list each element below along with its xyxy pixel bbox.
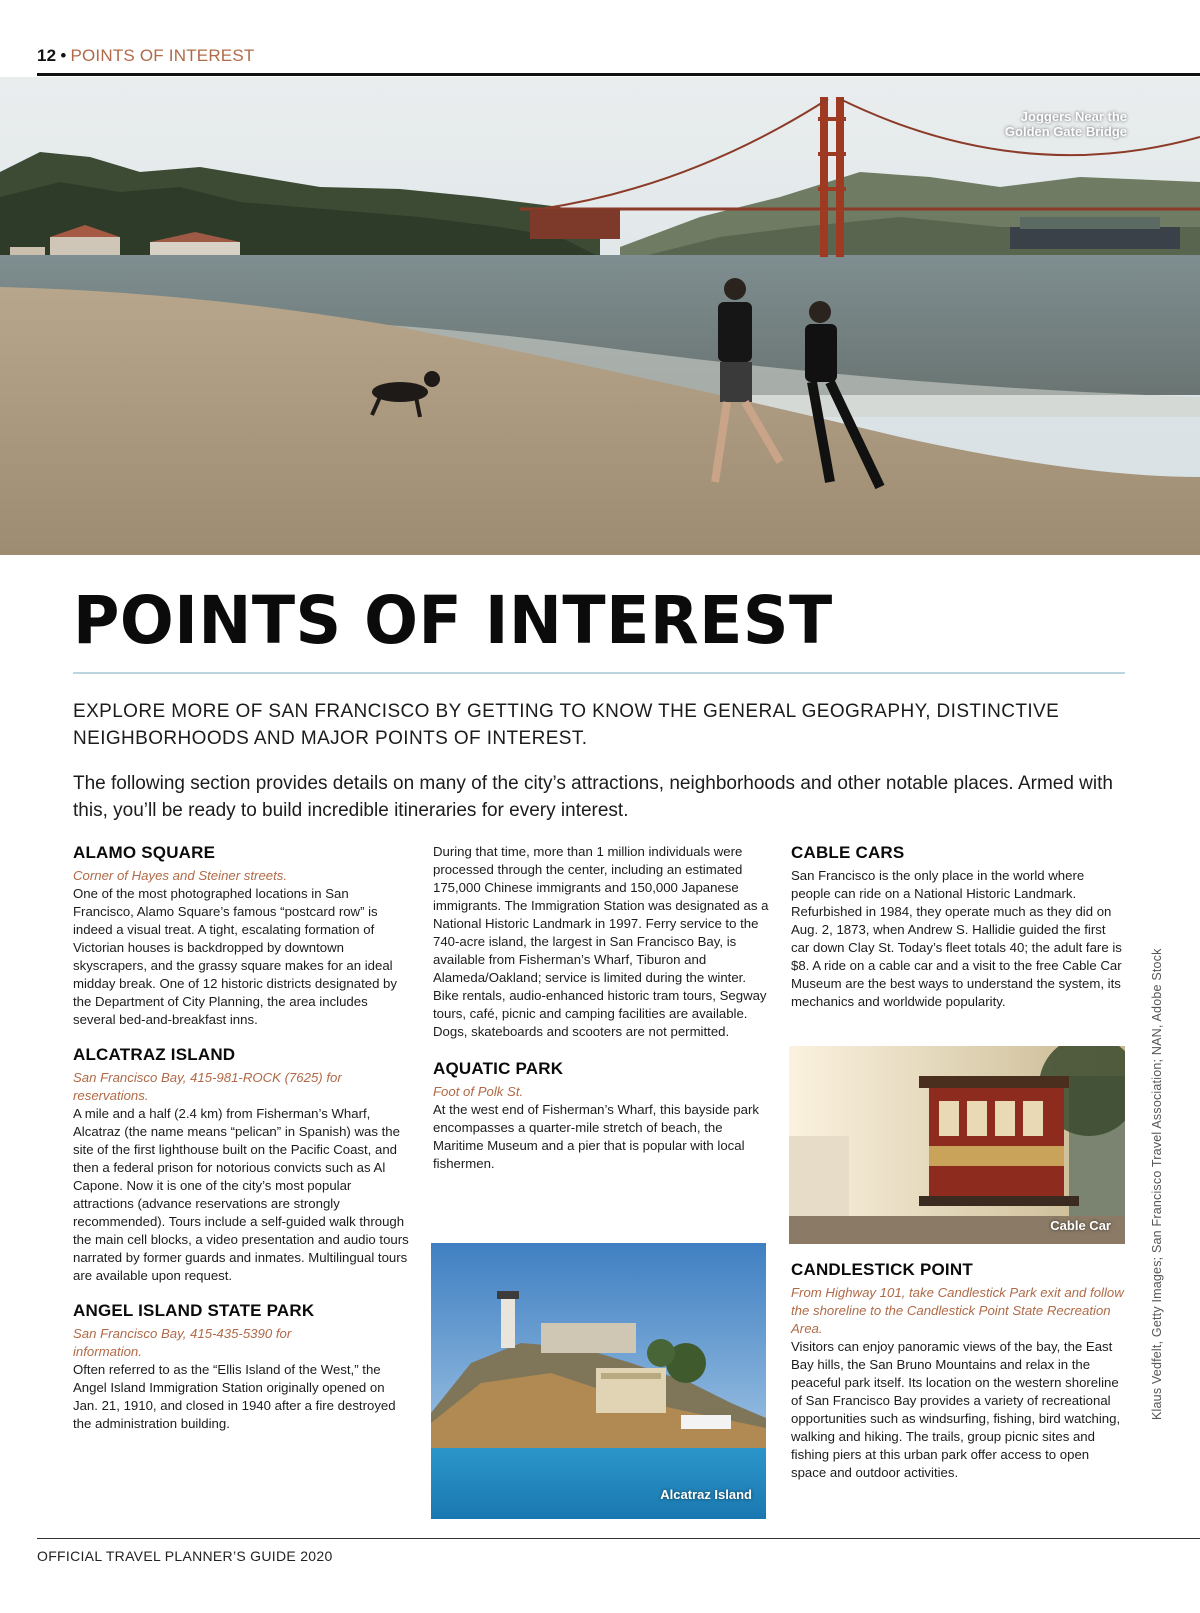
- cable-car-caption: Cable Car: [1050, 1218, 1111, 1233]
- column-2: [433, 843, 769, 1189]
- heading-alamo-square: ALAMO SQUARE: [73, 843, 216, 862]
- body-cable-cars: San Francisco is the only place in the world where people can ride on a National Historic Landmark. Refurbished in 1984, they operate much as they did on Aug. 2, 1873, when Andrew S. Hallidie guided the first car down Clay St. Today’s fleet totals 40; the adult fare is $8. A ride on a cable car and a visit to the free Cable Car Museum are the best ways to understand the system, its mechanics and worldwide popularity.: [791, 868, 1122, 1009]
- entry-alcatraz-island: [73, 1045, 409, 1285]
- header-rule: [37, 73, 1200, 76]
- header-separator: •: [60, 46, 67, 65]
- cable-car-illustration: [789, 1046, 1125, 1244]
- intro-text: The following section provides details on many of the city’s attractions, neighborhoods and other notable places. Armed with this, you’ll be ready to build incredible itineraries for every interest.: [73, 773, 1113, 821]
- body-aquatic-park: At the west end of Fisherman’s Wharf, this bayside park encompasses a quarter-mile stretch of beach, the Maritime Museum and a pier that is popular with local fishermen.: [433, 1102, 759, 1171]
- heading-aquatic-park: AQUATIC PARK: [433, 1059, 564, 1078]
- footer-text: OFFICIAL TRAVEL PLANNER’S GUIDE 2020: [37, 1548, 333, 1564]
- heading-angel-island: ANGEL ISLAND STATE PARK: [73, 1301, 315, 1320]
- hero-caption-line2: Golden Gate Bridge: [1004, 124, 1127, 139]
- page-header: [37, 46, 254, 66]
- entry-alamo-square: [73, 843, 409, 1029]
- cable-car-photo: [789, 1046, 1125, 1244]
- entry-aquatic-park: [433, 1059, 769, 1173]
- location-candlestick-point: From Highway 101, take Candlestick Park exit and follow the shoreline to the Candlestick Point State Recreation Area.: [791, 1285, 1124, 1336]
- location-alcatraz-island: San Francisco Bay, 415-981-ROCK (7625) for reservations.: [73, 1070, 342, 1103]
- column-1: [73, 843, 409, 1449]
- alcatraz-caption: Alcatraz Island: [660, 1487, 752, 1502]
- page-number: 12: [37, 46, 57, 65]
- alcatraz-illustration: [431, 1243, 766, 1519]
- hero-caption: [1005, 109, 1127, 139]
- footer-rule: [37, 1538, 1200, 1539]
- page-title: POINTS OF INTEREST: [73, 582, 833, 659]
- column-3: [791, 843, 1127, 1027]
- entry-angel-island: [73, 1301, 409, 1433]
- photo-credit: Klaus Vedfelt, Getty Images; San Francisco Travel Association; NAN, Adobe Stock: [1150, 948, 1164, 1420]
- section-name: POINTS OF INTEREST: [70, 46, 255, 65]
- body-angel-island: Often referred to as the “Ellis Island of the West,” the Angel Island Immigration Station originally opened on Jan. 21, 1910, and closed in 1940 after a fire destroyed the administration building.: [73, 1362, 396, 1431]
- body-candlestick-point: Visitors can enjoy panoramic views of the bay, the East Bay hills, the San Bruno Mountains and relax in the peaceful park itself. Its location on the western shoreline of San Francisco Bay provides a variety of recreational opportunities such as windsurfing, fishing, bird watching, walking and hiking. The trails, group picnic sites and fishing piers at this urban park offer access to open space and outdoor activities.: [791, 1339, 1121, 1480]
- location-aquatic-park: Foot of Polk St.: [433, 1084, 524, 1099]
- entry-candlestick-point: [791, 1260, 1127, 1482]
- body-alamo-square: One of the most photographed locations in San Francisco, Alamo Square’s famous “postcard row” is indeed a visual treat. A tight, escalating formation of Victorian houses is backdropped by downtown skyscrapers, and the grassy square makes for an ideal midday break. One of 12 historic districts designated by the Department of City Planning, the area includes several bed-and-breakfast inns.: [73, 886, 397, 1027]
- title-rule: [73, 672, 1125, 674]
- column-3-lower: [791, 1260, 1127, 1498]
- location-angel-island: San Francisco Bay, 415-435-5390 for information.: [73, 1326, 292, 1359]
- alcatraz-photo: [431, 1243, 766, 1519]
- entry-cable-cars: [791, 843, 1127, 1011]
- heading-candlestick-point: CANDLESTICK POINT: [791, 1260, 973, 1279]
- location-alamo-square: Corner of Hayes and Steiner streets.: [73, 868, 288, 883]
- hero-photo: [0, 77, 1200, 555]
- body-angel-island-continued: During that time, more than 1 million individuals were processed through the center, including an estimated 175,000 Chinese immigrants and 150,000 Japanese immigrants. The Immigration Station was designated as a National Historic Landmark in 1997. Ferry service to the 740-acre island, the largest in San Francisco Bay, is available from Fisherman’s Wharf, Tiburon and Alameda/Oakland; service is limited during the winter. Bike rentals, audio-enhanced historic tram tours, Segway tours, café, picnic and camping facilities are available. Dogs, skateboards and scooters are not permitted.: [433, 844, 769, 1039]
- entry-angel-island-continued: [433, 843, 769, 1041]
- intro-caps: EXPLORE MORE OF SAN FRANCISCO BY GETTING TO KNOW THE GENERAL GEOGRAPHY, DISTINCTIVE NEIGHBORHOODS AND MAJOR POINTS OF INTEREST.: [73, 701, 1060, 749]
- body-alcatraz-island: A mile and a half (2.4 km) from Fisherman’s Wharf, Alcatraz (the name means “pelican” in Spanish) was the site of the first lighthouse built on the Pacific Coast, and then a federal prison for notorious convicts such as Al Capone. Now it is one of the city’s most popular attractions (advance reservations are strongly recommended). Tours include a self-guided walk through the main cell blocks, a video presentation and audio tours narrated by former guards and inmates. Multilingual tours are available upon request.: [73, 1106, 409, 1283]
- hero-illustration: [0, 77, 1200, 555]
- heading-alcatraz-island: ALCATRAZ ISLAND: [73, 1045, 236, 1064]
- heading-cable-cars: CABLE CARS: [791, 843, 905, 862]
- hero-caption-line1: Joggers Near the: [1020, 109, 1127, 124]
